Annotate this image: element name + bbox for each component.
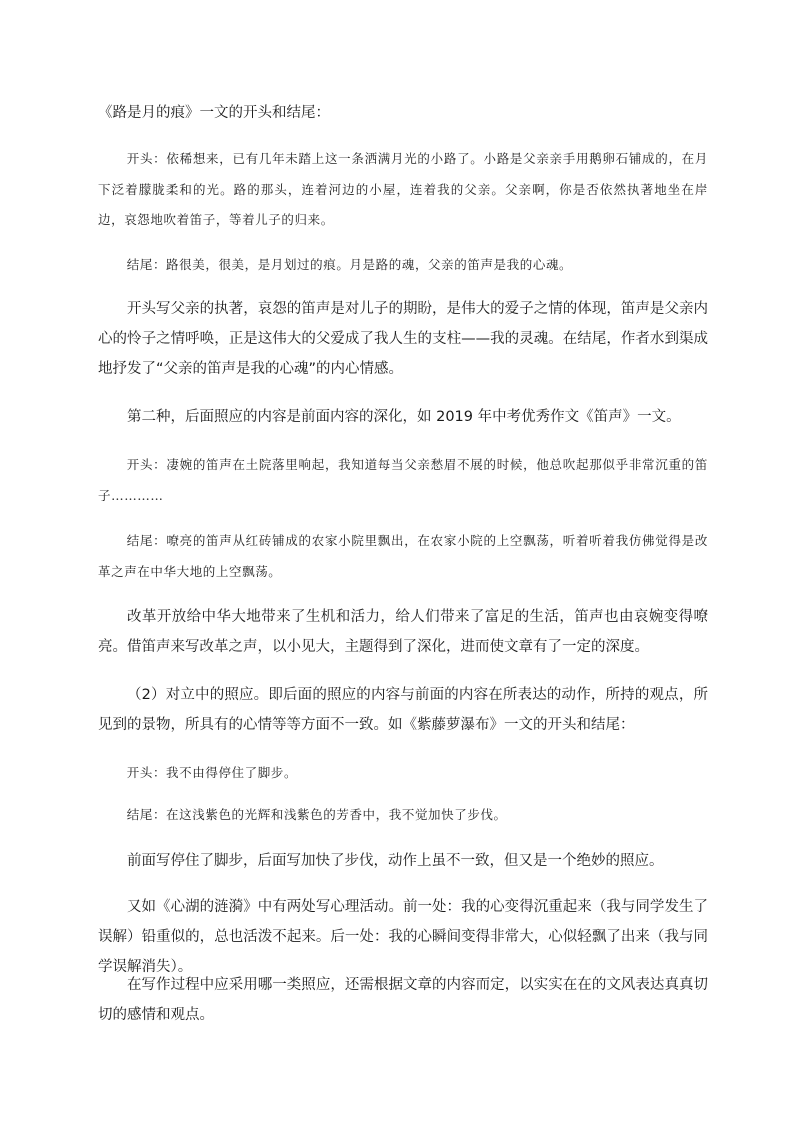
quote-opening-moon-road: 开头：依稀想来，已有几年未踏上这一条洒满月光的小路了。小路是父亲亲手用鹅卵石铺成的，在月下泛着朦胧柔和的光。路的那头，连着河边的小屋，连着我的父亲。父亲啊，你是否依然执著地坐在岸边，哀怨地吹着笛子，等着儿子的归来。 [98, 151, 708, 227]
quote-opening-wisteria: 开头：我不由得停住了脚步。 [126, 765, 298, 780]
conclusion: 在写作过程中应采用哪一类照应，还需根据文章的内容而定，以实实在在的文风表达真真切切的感情和观点。 [98, 977, 708, 1023]
contrast-echo-intro: （2）对立中的照应。即后面的照应的内容与前面的内容在所表达的动作，所持的观点，所见到的景物，所具有的心情等等方面不一致。如《紫藤萝瀑布》一文的开头和结尾： [98, 687, 708, 733]
analysis-wisteria: 前面写停住了脚步，后面写加快了步伐，动作上虽不一致，但又是一个绝妙的照应。 [127, 853, 664, 869]
intro-line: 《路是月的痕》一文的开头和结尾： [98, 105, 330, 121]
analysis-moon-road: 开头写父亲的执著，哀怨的笛声是对儿子的期盼，是伟大的爱子之情的体现，笛声是父亲内心的怜子之情呼唤，正是这伟大的父爱成了我人生的支柱——我的灵魂。在结尾，作者水到渠成地抒发了“父亲的笛声是我的心魂”的内心情感。 [98, 301, 708, 377]
quote-ending-wisteria: 结尾：在这浅紫色的光辉和浅紫色的芳香中，我不觉加快了步伐。 [126, 807, 507, 822]
quote-opening-flute: 开头：凄婉的笛声在土院落里响起，我知道每当父亲愁眉不展的时候，他总吹起那似乎非常沉重的笛子………… [98, 457, 708, 503]
quote-ending-moon-road: 结尾：路很美，很美，是月划过的痕。月是路的魂，父亲的笛声是我的心魂。 [126, 257, 573, 272]
quote-ending-flute: 结尾：嘹亮的笛声从红砖铺成的农家小院里飘出，在农家小院的上空飘荡，听着听着我仿佛觉得是改革之声在中华大地的上空飘荡。 [98, 533, 708, 579]
heart-lake-example: 又如《心湖的涟漪》中有两处写心理活动。前一处：我的心变得沉重起来（我与同学发生了误解）铅重似的，总也活泼不起来。后一处：我的心瞬间变得非常大，心似轻飘了出来（我与同学误解消失）。 [98, 899, 708, 975]
analysis-flute: 改革开放给中华大地带来了生机和活力，给人们带来了富足的生活，笛声也由哀婉变得嘹亮。借笛声来写改革之声，以小见大，主题得到了深化，进而使文章有了一定的深度。 [98, 609, 708, 655]
second-type-intro: 第二种，后面照应的内容是前面内容的深化，如 2019 年中考优秀作文《笛声》一文。 [127, 409, 681, 425]
